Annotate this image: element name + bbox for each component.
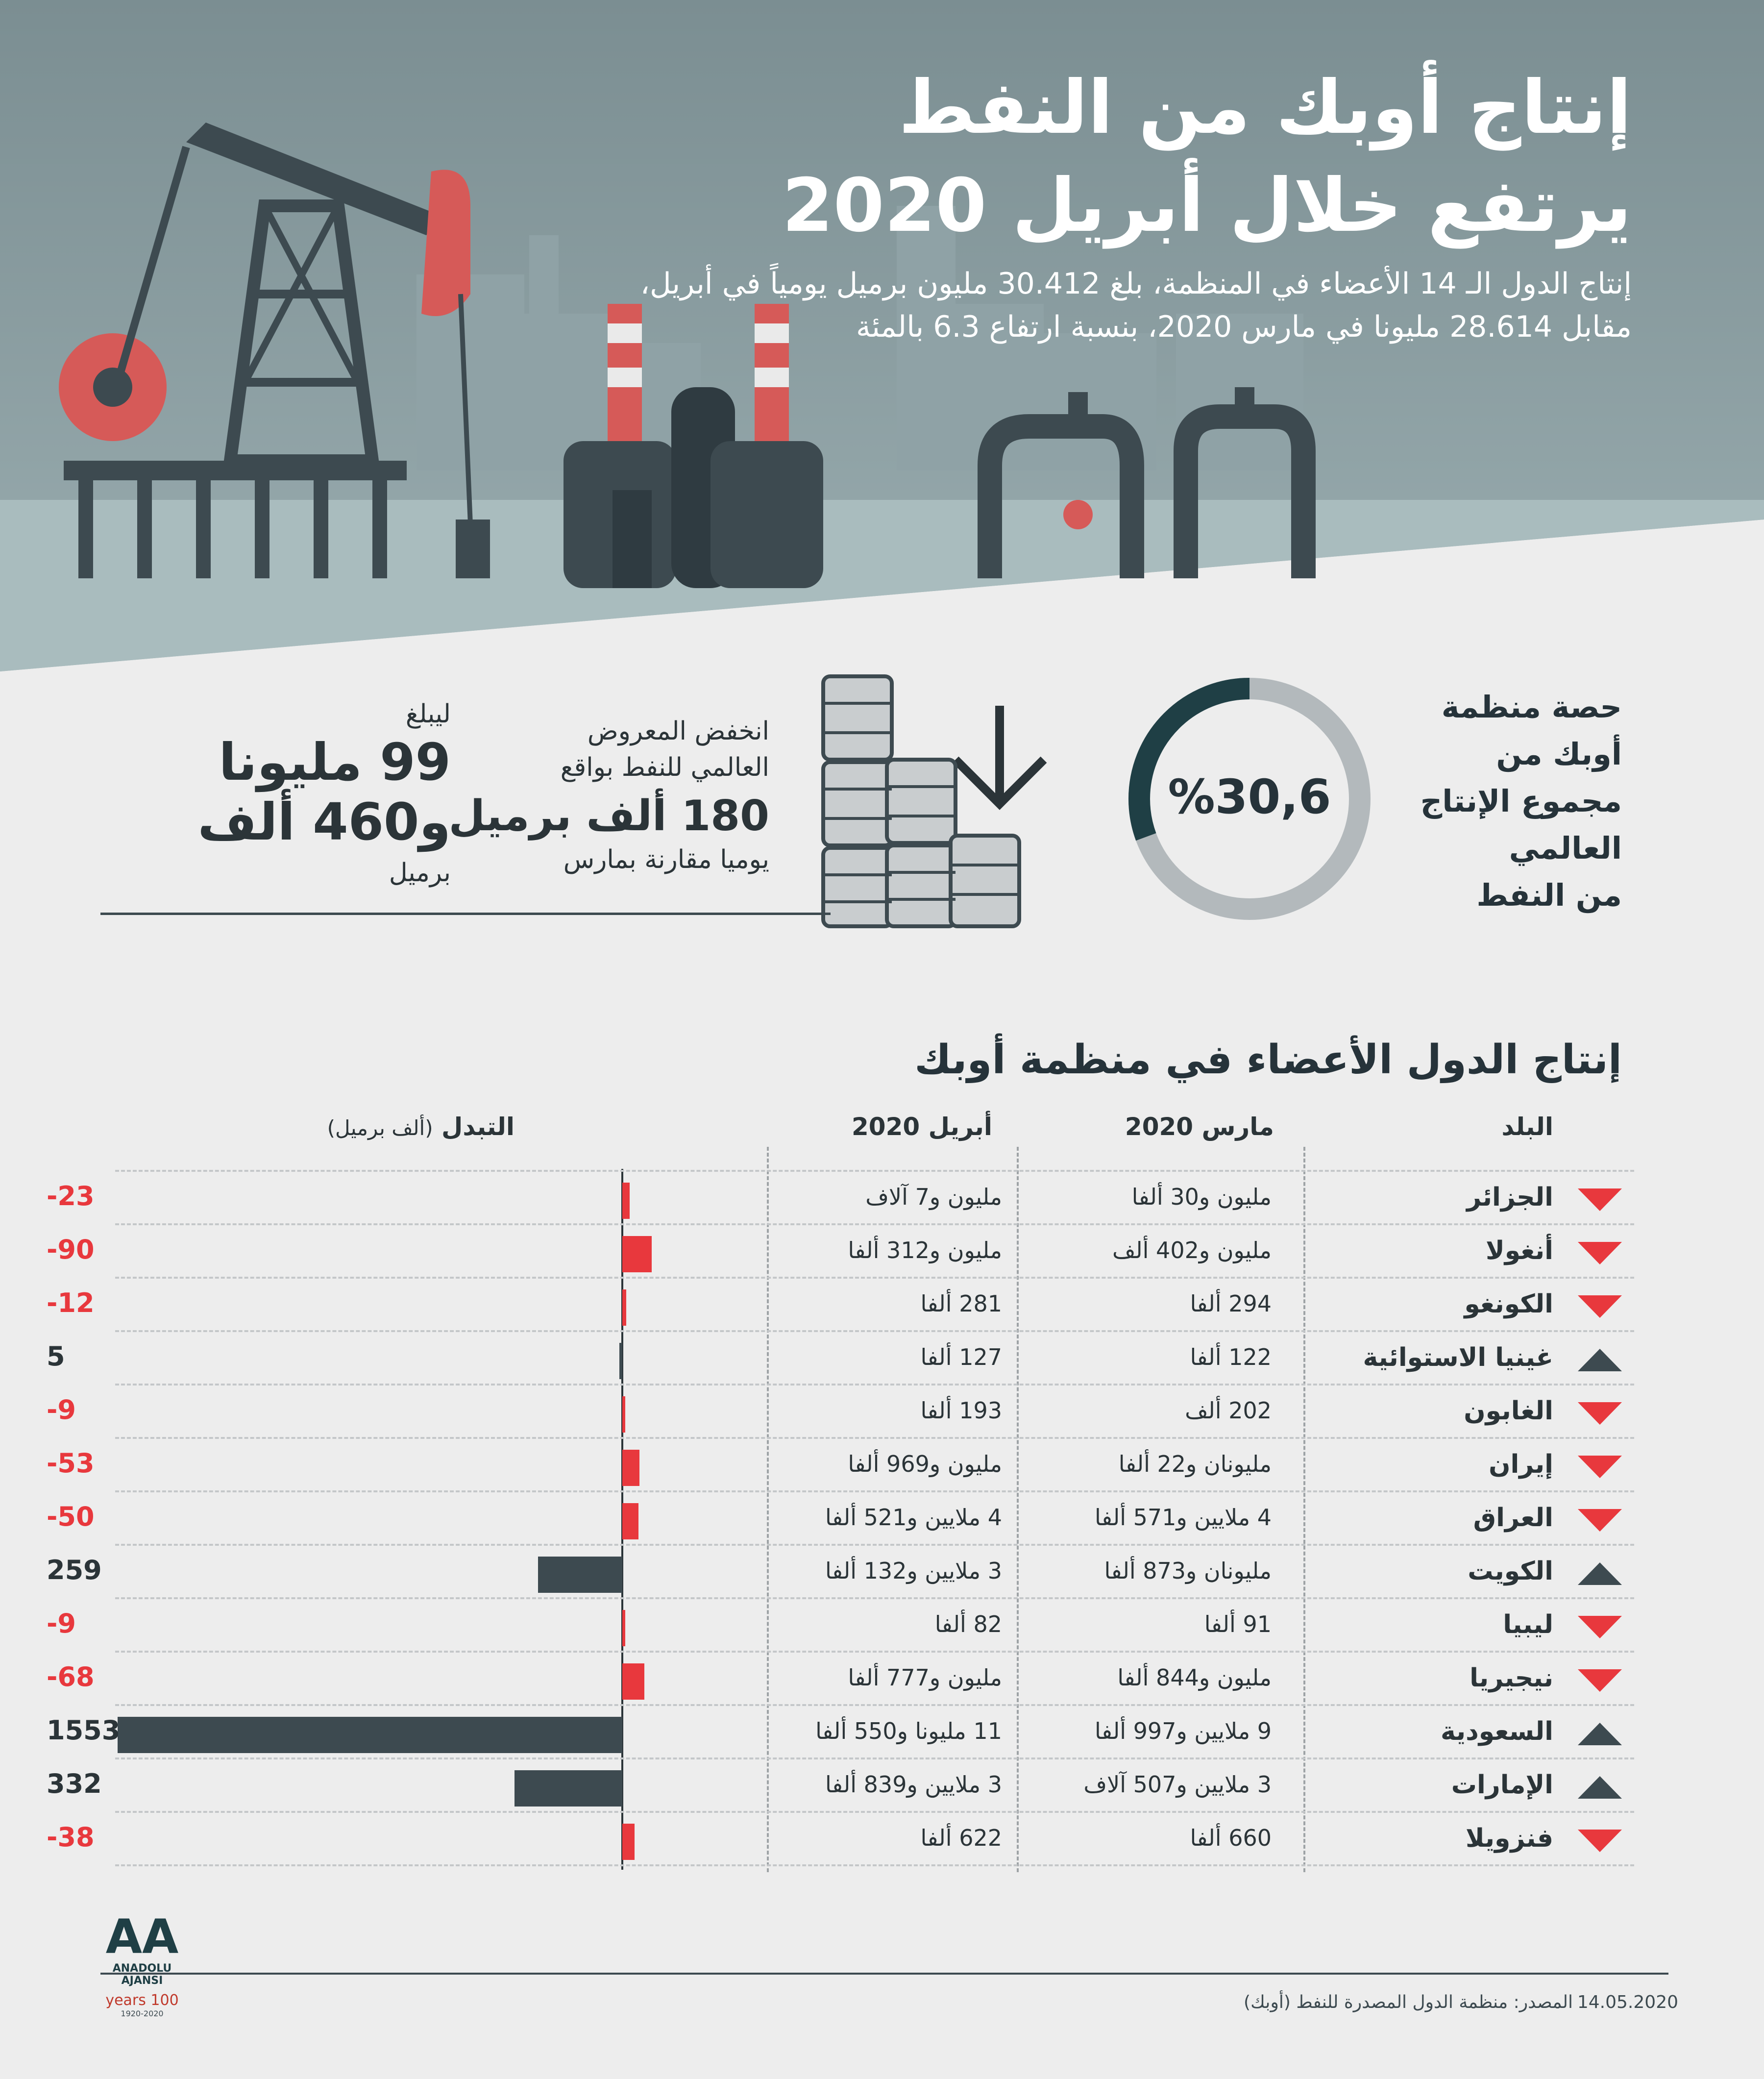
supply-line-1: انخفض المعروض xyxy=(587,717,769,746)
change-bar xyxy=(514,1770,622,1807)
footer-date: 14.05.2020 xyxy=(1577,1992,1678,2012)
april-value: 82 ألفا xyxy=(934,1611,1002,1637)
april-value: مليون و777 ألفا xyxy=(848,1664,1002,1691)
march-value: 9 ملايين و997 ألفا xyxy=(1094,1718,1272,1744)
change-bar xyxy=(538,1557,622,1593)
footer-source: المصدر: منظمة الدول المصدرة للنفط (أوبك) xyxy=(1244,1992,1573,2012)
stats-baseline xyxy=(100,913,831,915)
row-divider xyxy=(115,1704,1634,1706)
logo-name: ANADOLU AJANSI xyxy=(112,1962,172,1987)
april-value: 4 ملايين و521 ألفا xyxy=(825,1504,1002,1531)
row-divider xyxy=(115,1437,1634,1439)
table-row xyxy=(0,1601,1764,1654)
header-march: مارس 2020 xyxy=(1125,1113,1274,1141)
march-value: 4 ملايين و571 ألفا xyxy=(1094,1504,1272,1531)
april-value: 11 مليونا و550 ألفا xyxy=(815,1718,1002,1744)
page-title xyxy=(603,59,1632,255)
logo-letters: AA xyxy=(105,1909,179,1964)
table-row xyxy=(0,1494,1764,1547)
triangle-down-icon xyxy=(1578,1830,1622,1852)
march-value: 91 ألفا xyxy=(1204,1611,1272,1637)
change-bar xyxy=(619,1343,622,1379)
country-name: ليبيا xyxy=(1503,1610,1553,1639)
supply-value: 180 ألف برميل xyxy=(448,792,769,841)
total-line-1: ليبلغ xyxy=(405,699,451,729)
table-row xyxy=(0,1281,1764,1334)
change-value: -12 xyxy=(47,1287,95,1318)
country-name: أنغولا xyxy=(1485,1236,1553,1265)
table-row xyxy=(0,1548,1764,1601)
country-name: فنزويلا xyxy=(1466,1824,1553,1853)
change-value: -9 xyxy=(47,1394,76,1425)
change-value: -23 xyxy=(47,1181,95,1212)
country-name: نيجيريا xyxy=(1470,1663,1553,1693)
country-name: الغابون xyxy=(1464,1396,1553,1426)
triangle-down-icon xyxy=(1578,1616,1622,1638)
change-bar xyxy=(118,1717,622,1753)
row-divider xyxy=(115,1811,1634,1813)
change-value: 5 xyxy=(47,1341,65,1372)
supply-block xyxy=(426,713,769,878)
total-value-1: 99 مليونا xyxy=(219,732,451,792)
change-value: -9 xyxy=(47,1608,76,1639)
country-name: إيران xyxy=(1489,1450,1553,1479)
row-divider xyxy=(115,1597,1634,1599)
april-value: 193 ألفا xyxy=(920,1397,1002,1424)
march-value: 202 ألف xyxy=(1185,1397,1272,1424)
table-row xyxy=(0,1815,1764,1868)
triangle-down-icon xyxy=(1578,1402,1622,1425)
row-divider xyxy=(115,1864,1634,1866)
row-divider xyxy=(115,1490,1634,1492)
triangle-down-icon xyxy=(1578,1669,1622,1692)
change-bar xyxy=(622,1610,625,1646)
table-row xyxy=(0,1174,1764,1227)
triangle-up-icon xyxy=(1578,1776,1622,1799)
triangle-down-icon xyxy=(1578,1509,1622,1532)
logo-anniversary: 100 years xyxy=(105,1992,179,2009)
change-bar xyxy=(622,1183,630,1219)
table-row xyxy=(0,1387,1764,1440)
header-change-label: التبدل xyxy=(441,1113,514,1141)
march-value: مليونان و873 ألفا xyxy=(1104,1558,1272,1584)
footer-rule xyxy=(100,1973,1668,1975)
april-value: 3 ملايين و839 ألفا xyxy=(825,1771,1002,1798)
header-change-unit: (ألف برميل) xyxy=(327,1116,433,1140)
april-value: 622 ألفا xyxy=(920,1825,1002,1851)
change-value: -50 xyxy=(47,1501,95,1532)
supply-line-2: العالمي للنفط بواقع xyxy=(560,753,769,782)
march-value: 294 ألفا xyxy=(1190,1290,1272,1317)
logo-anniversary-range: 1920-2020 xyxy=(121,2009,164,2018)
country-name: الإمارات xyxy=(1451,1770,1553,1800)
march-value: 3 ملايين و507 آلاف xyxy=(1083,1771,1272,1798)
march-value: 660 ألفا xyxy=(1190,1825,1272,1851)
triangle-up-icon xyxy=(1578,1562,1622,1585)
april-value: مليون و312 ألفا xyxy=(848,1237,1002,1263)
row-divider xyxy=(115,1223,1634,1225)
row-divider xyxy=(115,1384,1634,1386)
triangle-down-icon xyxy=(1578,1295,1622,1318)
row-divider xyxy=(115,1277,1634,1279)
change-value: -68 xyxy=(47,1661,95,1692)
march-value: 122 ألفا xyxy=(1190,1344,1272,1370)
change-bar xyxy=(622,1503,638,1539)
supply-line-3: يوميا مقارنة بمارس xyxy=(563,845,769,874)
triangle-up-icon xyxy=(1578,1349,1622,1371)
triangle-down-icon xyxy=(1578,1456,1622,1478)
change-value: 259 xyxy=(47,1555,102,1585)
table-row xyxy=(0,1441,1764,1494)
triangle-down-icon xyxy=(1578,1242,1622,1264)
section-title: إنتاج الدول الأعضاء في منظمة أوبك xyxy=(914,1037,1622,1083)
logo xyxy=(96,1911,189,2018)
march-value: مليون و402 ألف xyxy=(1112,1237,1272,1263)
header-country: البلد xyxy=(1501,1113,1553,1141)
change-bar xyxy=(622,1663,644,1700)
march-value: مليون و30 ألفا xyxy=(1131,1184,1272,1210)
total-value-2: و460 ألف xyxy=(197,792,451,852)
triangle-up-icon xyxy=(1578,1723,1622,1745)
country-name: الكويت xyxy=(1468,1557,1553,1586)
table-row xyxy=(0,1708,1764,1761)
april-value: مليون و969 ألفا xyxy=(848,1451,1002,1477)
table-row xyxy=(0,1655,1764,1708)
change-bar xyxy=(622,1236,652,1272)
change-bar xyxy=(622,1289,626,1326)
triangle-down-icon xyxy=(1578,1188,1622,1211)
country-name: العراق xyxy=(1473,1503,1553,1533)
share-label: حصة منظمة أوبك من مجموع الإنتاج العالمي من النفط xyxy=(1420,689,1622,913)
march-value: مليون و844 ألفا xyxy=(1117,1664,1272,1691)
change-bar xyxy=(622,1824,635,1860)
change-value: -53 xyxy=(47,1448,95,1479)
country-name: السعودية xyxy=(1441,1717,1553,1746)
march-value: مليونان و22 ألفا xyxy=(1118,1451,1272,1477)
change-value: 332 xyxy=(47,1768,102,1799)
country-name: الكونغو xyxy=(1464,1289,1553,1319)
share-value: %30,6 xyxy=(1168,769,1331,824)
change-value: -38 xyxy=(47,1822,95,1853)
row-divider xyxy=(115,1544,1634,1546)
oil-barrels-icon xyxy=(813,667,1024,931)
april-value: 3 ملايين و132 ألفا xyxy=(825,1558,1002,1584)
country-name: الجزائر xyxy=(1467,1183,1553,1212)
header-april: أبريل 2020 xyxy=(852,1113,992,1141)
country-name: غينيا الاستوائية xyxy=(1363,1343,1553,1372)
title-line-1: إنتاج أوبك من النفط xyxy=(898,65,1632,150)
total-line-2: برميل xyxy=(389,858,451,888)
change-bar xyxy=(622,1396,625,1433)
row-divider xyxy=(115,1330,1634,1332)
change-value: 1553 xyxy=(47,1715,121,1746)
table-row xyxy=(0,1334,1764,1387)
april-value: مليون و7 آلاف xyxy=(865,1184,1002,1210)
row-divider xyxy=(115,1651,1634,1653)
row-divider xyxy=(115,1170,1634,1172)
table-row xyxy=(0,1761,1764,1814)
lead-paragraph: إنتاج الدول الـ 14 الأعضاء في المنظمة، بلغ 30.412 مليون برميل يومياً في أبريل، مقابل 28.614 مليونا في مارس 2020، بنسبة ارتفاع 6.3 بالمئة xyxy=(640,267,1632,344)
table-row xyxy=(0,1227,1764,1280)
change-value: -90 xyxy=(47,1234,95,1265)
title-line-2: يرتفع خلال أبريل 2020 xyxy=(782,163,1632,248)
header-change xyxy=(327,1113,514,1141)
april-value: 281 ألفا xyxy=(920,1290,1002,1317)
april-value: 127 ألفا xyxy=(920,1344,1002,1370)
change-bar xyxy=(622,1450,639,1486)
total-block xyxy=(157,696,451,891)
row-divider xyxy=(115,1757,1634,1759)
